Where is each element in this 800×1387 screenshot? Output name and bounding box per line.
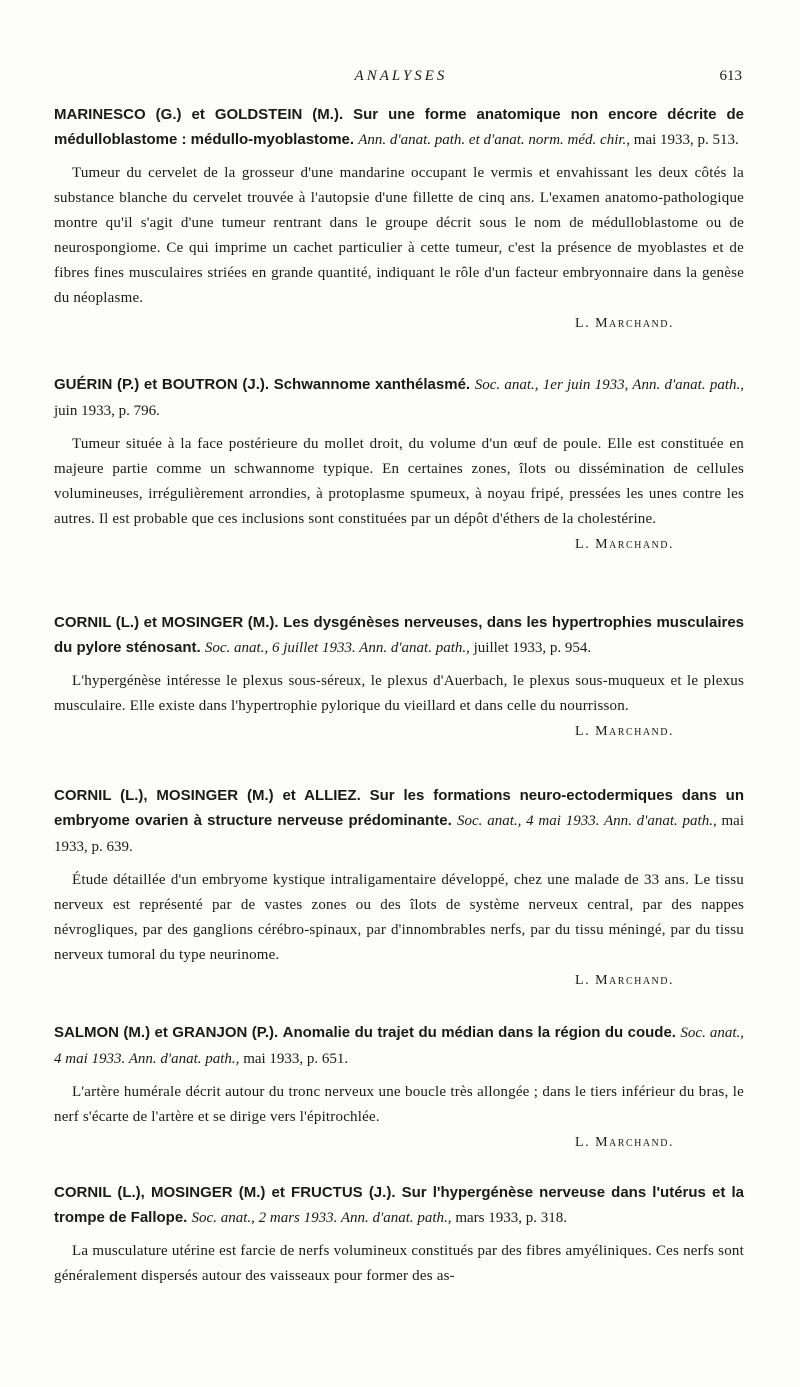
abstract-entry [54,102,744,336]
source: Soc. anat., 2 mars 1933. Ann. d'anat. path., [191,1210,452,1226]
abstract-body: Étude détaillée d'un embryome kystique intraligamentaire développé, chez une malade de 33 ans. Le tissu nerveux est représenté par de vastes zones ou des îlots de système nerveux central, par des nappes névrogliques, par des ganglions cérébro-spinaux, par d'innombrables nerfs, par du tissu méningé, par du tissu nerveux tumoral du type neurinome. [54,872,744,963]
authors: CORNIL (L.), MOSINGER (M.) et FRUCTUS (J.). [54,1184,396,1201]
article-title: Sur l'hypergénèse nerveuse dans l'utérus et la trompe de Fallope. [54,1184,744,1226]
running-head [60,68,742,90]
article-title: Anomalie du trajet du médian dans la région du coude. [282,1024,676,1041]
citation [54,610,744,661]
article-title: Sur une forme anatomique non encore décrite de médulloblastome : médullo-myoblastome. [54,106,744,148]
article-title: Sur les formations neuro-ectodermiques dans un embryome ovarien à structure nerveuse prédominante. [54,787,744,829]
signature: L. Marchand. [575,316,674,331]
abstract-entry [54,1180,744,1289]
authors: GUÉRIN (P.) et BOUTRON (J.). [54,376,270,393]
abstract-entry [54,1020,744,1155]
page-number: 613 [719,68,742,84]
abstract-body: Tumeur située à la face postérieure du mollet droit, du volume d'un œuf de poule. Elle est constituée en majeure partie comme un schwannome typique. En certaines zones, îlots ou dissémination de cellules volumineuses, irrégulièrement arrondies, à protoplasme spumeux, à noyau fripé, pressées les unes contre les autres. Il est probable que ces inclusions sont constituées par un dépôt d'éthers de la cholestérine. [54,436,744,527]
citation [54,372,744,424]
article-title: Schwannome xanthélasmé. [273,376,471,393]
date: mai 1933, p. 513. [633,132,739,148]
source: Ann. d'anat. path. et d'anat. norm. méd. chir., [358,132,631,148]
abstract-entry [54,372,744,557]
signature: L. Marchand. [575,1135,674,1150]
abstract-entry [54,783,744,993]
date: juillet 1933, p. 954. [473,640,592,656]
signature: L. Marchand. [575,973,674,988]
authors: CORNIL (L.), MOSINGER (M.) et ALLIEZ. [54,787,361,804]
citation [54,1020,744,1072]
authors: SALMON (M.) et GRANJON (P.). [54,1024,279,1041]
source: Soc. anat., 4 mai 1933. Ann. d'anat. path., [54,1025,745,1067]
date: mars 1933, p. 318. [455,1210,567,1226]
date: mai 1933, p. 639. [54,813,745,855]
citation [54,783,744,860]
source: Soc. anat., 6 juillet 1933. Ann. d'anat. path., [204,640,470,656]
running-title: ANALYSES [354,68,448,84]
signature: L. Marchand. [575,537,674,552]
abstract-body: L'artère humérale décrit autour du tronc nerveux une boucle très allongée ; dans le tiers inférieur du bras, le nerf s'écarte de l'artère et se dirige vers l'épitrochlée. [54,1084,744,1125]
abstract-body: L'hypergénèse intéresse le plexus sous-séreux, le plexus d'Auerbach, le plexus sous-muqueux et le plexus musculaire. Elle existe dans l'hypertrophie pylorique du vieillard et dans celle du nourrisson. [54,673,744,714]
signature: L. Marchand. [575,724,674,739]
abstract-body: Tumeur du cervelet de la grosseur d'une mandarine occupant le vermis et envahissant les deux côtés la substance blanche du cervelet trouvée à l'autopsie d'une fillette de cinq ans. L'examen anatomo-pathologique montre qu'il s'agit d'une tumeur rentrant dans le groupe décrit sous le nom de médulloblastome ou de neurospongiome. Ce qui imprime un cachet particulier à cette tumeur, c'est la présence de myoblastes et de fibres fines musculaires striées en grande quantité, indiquant le rôle d'un facteur embryonnaire dans la genèse du néoplasme. [54,165,744,306]
article-title: Les dysgénèses nerveuses, dans les hypertrophies musculaires du pylore sténosant. [54,614,745,656]
citation [54,1180,744,1231]
source: Soc. anat., 4 mai 1933. Ann. d'anat. path., [457,813,717,829]
source: Soc. anat., 1er juin 1933, Ann. d'anat. path., [474,377,744,393]
abstract-entry [54,610,744,744]
authors: MARINESCO (G.) et GOLDSTEIN (M.). [54,106,344,123]
citation [54,102,744,153]
date: mai 1933, p. 651. [243,1051,349,1067]
authors: CORNIL (L.) et MOSINGER (M.). [54,614,279,631]
date: juin 1933, p. 796. [54,403,160,419]
abstract-body: La musculature utérine est farcie de nerfs volumineux constitués par des fibres amyéliniques. Ces nerfs sont généralement dispersés autour des vaisseaux pour former des as- [54,1243,744,1284]
